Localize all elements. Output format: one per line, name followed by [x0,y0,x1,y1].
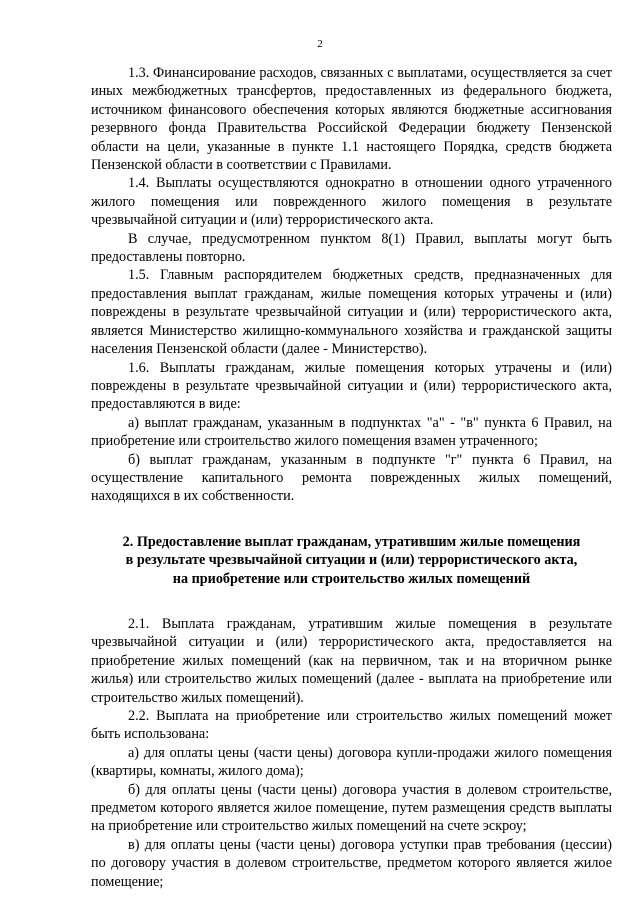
paragraph-2-1: 2.1. Выплата гражданам, утратившим жилые помещения в результате чрезвычайной ситуации и (или) террористического акта, предоставляется на приобретение жилых помещений (как на первичном, так и на вторичном рынке жилья) или строительство жилых помещений (далее - выплата на приобретение или строительство жилых помещений). [91,615,612,706]
paragraph-1-3: 1.3. Финансирование расходов, связанных с выплатами, осуществляется за счет иных межбюджетных трансфертов, предоставленных из федерального бюджета, источником финансового обеспечения которых являются бюджетные ассигнования резервного фонда Правительства Российской Федерации бюджету Пензенской области на цели, указанные в пункте 1.1 настоящего Порядка, средств бюджета Пензенской области в соответствии с Правилами. [91,65,612,174]
section-2-heading-line-1: 2. Предоставление выплат гражданам, утратившим жилые помещения [122,533,581,550]
paragraph-2-2-b: б) для оплаты цены (части цены) договора участия в долевом строительстве, предметом которого является жилое помещение, путем размещения средств выплаты на приобретение или строительство жилых помещений на счете эскроу; [91,781,612,835]
paragraph-1-5: 1.5. Главным распорядителем бюджетных средств, предназначенных для предоставления выплат гражданам, жилые помещения которых утрачены и (или) повреждены в результате чрезвычайной ситуации и (или) террористического акта, является Министерство жилищно-коммунального хозяйства и гражданской защиты населения Пензенской области (далее - Министерство). [91,267,612,358]
paragraph-2-2: 2.2. Выплата на приобретение или строительство жилых помещений может быть использована: [91,708,612,743]
paragraph-1-6-b: б) выплат гражданам, указанным в подпункте "г" пункта 6 Правил, на осуществление капитального ремонта поврежденных жилых помещений, находящихся в их собственности. [91,451,612,505]
section-2-heading-line-2: в результате чрезвычайной ситуации и (или) террористического акта, [125,552,578,569]
paragraph-2-2-c: в) для оплаты цены (части цены) договора уступки прав требования (цессии) по договору участия в долевом строительстве, предметом которого является жилое помещение; [91,836,612,890]
paragraph-2-2-a: а) для оплаты цены (части цены) договора купли-продажи жилого помещения (квартиры, комнаты, жилого дома); [91,744,612,780]
section-2-heading [91,533,612,588]
paragraph-1-4: 1.4. Выплаты осуществляются однократно в отношении одного утраченного жилого помещения или поврежденного жилого помещения в результате чрезвычайной ситуации и (или) террористического акта. [91,175,612,229]
paragraph-1-4-repeat: В случае, предусмотренном пунктом 8(1) Правил, выплаты могут быть предоставлены повторно. [91,230,612,266]
document-body [91,64,612,891]
page-number: 2 [317,38,323,50]
section-2-heading-line-3: на приобретение или строительство жилых помещений [172,570,531,587]
paragraph-1-6: 1.6. Выплаты гражданам, жилые помещения которых утрачены и (или) повреждены в результате чрезвычайной ситуации и (или) террористического акта, предоставляются в виде: [91,359,612,413]
paragraph-1-6-a: а) выплат гражданам, указанным в подпунктах "а" - "в" пункта 6 Правил, на приобретение или строительство жилого помещения взамен утраченного; [91,414,612,450]
